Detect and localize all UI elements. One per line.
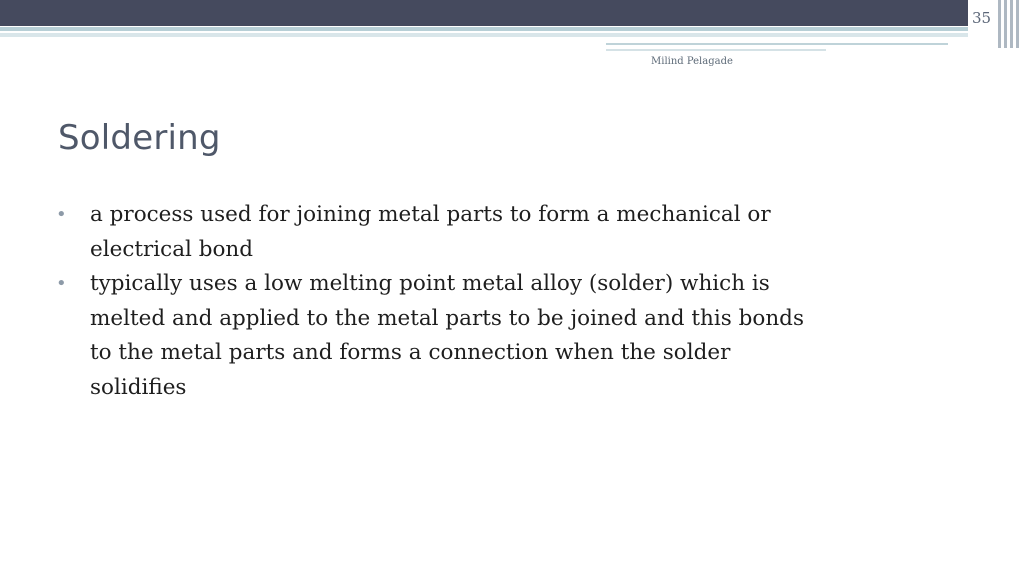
bullet-item [56, 198, 936, 267]
bullet-dot-icon: • [56, 204, 67, 225]
accent-short-line-2 [606, 49, 826, 51]
bullet-line: to the metal parts and forms a connection when the solder [90, 340, 731, 365]
bullet-line: electrical bond [90, 236, 254, 262]
accent-line-top [0, 27, 968, 31]
bullet-line: solidifies [90, 374, 187, 400]
bullet-list [56, 198, 936, 405]
bullet-line: typically uses a low melting point metal alloy (solder) which is [90, 271, 770, 296]
bullet-item [56, 267, 936, 405]
decor-bar-4 [1016, 0, 1019, 48]
bullet-line: a process used for joining metal parts to form a mechanical or [90, 202, 771, 227]
footer-author: Milind Pelagade [651, 56, 733, 67]
bullet-dot-icon: • [56, 273, 67, 294]
decor-bar-1 [998, 0, 1001, 48]
page-number: 35 [972, 9, 992, 27]
bullet-line: melted and applied to the metal parts to be joined and this bonds [90, 305, 804, 331]
accent-short-line-1 [606, 43, 948, 45]
accent-line-bottom [0, 33, 968, 37]
decor-bar-2 [1004, 0, 1007, 48]
decor-bar-3 [1010, 0, 1013, 48]
slide-title: Soldering [58, 118, 221, 158]
header-band [0, 0, 968, 26]
